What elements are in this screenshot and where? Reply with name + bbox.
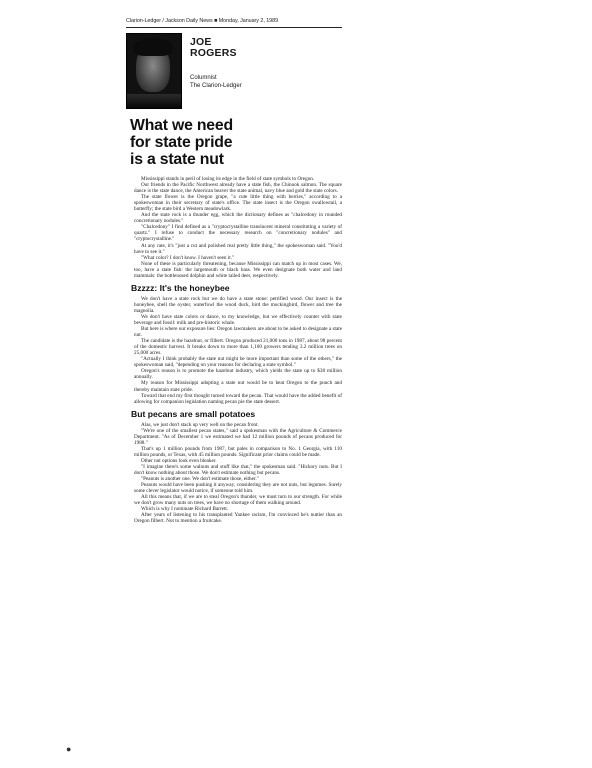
paragraph: After years of listening to his transplanted Yankee racism, I'm convinced he's nuttier than an Oregon filbert. Not to mention a fruitcake. — [134, 512, 342, 525]
headline-line-3: is a state nut — [130, 151, 224, 168]
paragraph: "Chalcedony" I find defined as a "cryptocrystalline translucent mineral constituting a variety of quartz." I refuse to conduct the necessary research on "concretionary nodules" and "cryptocrystalline." — [134, 224, 342, 243]
paragraph: My reason for Mississippi adopting a state nut would be to beat Oregon to the punch and thereby maintain state pride. — [134, 380, 342, 393]
masthead: Clarion-Ledger / Jackson Daily News ■ Monday, January 2, 1989 — [126, 18, 279, 24]
paragraph: Other nut options look even bleaker. — [141, 457, 217, 464]
paragraph: We don't have state colors or dance, to my knowledge, but we effectively counter with state beverage and fossil: milk and pre-historic whale. — [134, 313, 342, 326]
subhead-honeybee: Bzzzz: It's the honeybee — [131, 282, 230, 293]
subhead-pecans: But pecans are small potatoes — [131, 408, 256, 419]
paragraph: The state flower is the Oregon grape, "a cute little thing with berries," according to a spokeswoman in their secretary of state's office. The state insect is the Oregon swallowtail, a butterfly; the state bird a Western meadowlark. — [134, 194, 342, 213]
masthead-rule — [126, 27, 342, 28]
paragraph: At any rate, it's "just a cut and polished real pretty little thing," the spokeswoman said. "You'd have to see it." — [134, 242, 342, 255]
author-first-name: JOE — [190, 36, 212, 48]
paragraph: The candidate is the hazelnut, or filbert. Oregon produced 21,000 tons in 1987, about 98 percent of the domestic harvest. It breaks down to more than 1,100 growers tending 3.2 million trees on 25,000 acres. — [134, 338, 342, 357]
author-role: Columnist — [190, 75, 217, 81]
columnist-collar — [127, 94, 181, 108]
paragraph: All this means that, if we are to steal Oregon's thunder, we must turn to our strength. For while we don't grow many nuts on trees, we have no shortage of them walking around. — [134, 494, 342, 507]
paragraph: Mississippi stands in peril of losing its edge in the field of state symbols to Oregon. — [141, 176, 315, 182]
paragraph: Which is why I nominate Richard Barrett. — [141, 506, 229, 513]
paragraph: "Actually I think probably the state nut might be more important than some of the others," the spokeswoman said, "depending on your reasons for declaring a state symbol." — [134, 356, 342, 369]
paragraph: But here is where our exposure lies: Oregon lawmakers are about to be asked to designate a state nut. — [134, 326, 342, 339]
columnist-hair — [133, 38, 173, 56]
paragraph: And the state rock is a thunder egg, which the dictionary defines as "chalcedony in rounded concretionary nodules." — [134, 212, 342, 225]
article-body-honeybee — [126, 296, 342, 405]
byline-box — [126, 33, 342, 107]
paragraph: Our friends in the Pacific Northwest already have a state fish, the Chinook salmon. The square dance is the state dance, the American beaver the state animal, navy blue and gold the state colors. — [134, 182, 342, 195]
author-last-name: ROGERS — [190, 46, 237, 59]
columnist-photo — [126, 33, 182, 109]
paragraph: Oregon's reason is to promote the hazelnut industry, which yields the state up to $38 million annually. — [134, 368, 342, 381]
paragraph: We don't have a state rock but we do have a state stone: petrified wood. Our insect is the honeybee, shell the oyster, waterfowl the wood duck, bird the mockingbird, flower and tree the magnolia. — [134, 295, 342, 314]
newspaper-clipping — [126, 18, 342, 524]
paragraph: "What color? I don't know. I haven't seen it." — [141, 254, 235, 261]
paragraph: "We're one of the smallest pecan states," said a spokesman with the Agriculture & Commerce Department. "As of December 1 we estimated we had 12 million pounds of pecans produced for 1988." — [134, 427, 342, 446]
headline — [130, 117, 342, 168]
article-body-pecans — [126, 422, 342, 525]
article-body-intro — [126, 176, 342, 279]
paragraph: That's up 1 million pounds from 1987, but pales in comparison to No. 1 Georgia, with 110 million pounds, or Texas, with 45 million pounds. Significant prior claims could be made. — [134, 445, 342, 458]
headline-line-1: What we need — [130, 117, 233, 134]
paragraph: Alas, we just don't stack up very well on the pecan front. — [141, 421, 259, 428]
paragraph: Toward that end my first thought turned toward the pecan. That would have the added benefit of allowing for companion legislation naming pecan pie the state dessert. — [134, 392, 342, 405]
byline-text — [190, 33, 242, 107]
author-paper: The Clarion-Ledger — [190, 83, 242, 89]
paragraph: "I imagine there's some walnuts and stuff like that," the spokesman said. "Hickory nuts. But I don't know nothing about those. We don't estimate nothing but pecans. — [134, 463, 342, 477]
paragraph: None of these is particularly threatening, because Mississippi can match up in most cases. We, too, have a state fish: the largemouth or black bass. We even designate both water and land mammals: the bottlenosed dolphin and white tailed deer, respectively. — [134, 260, 342, 279]
scan-speck: ● — [66, 744, 72, 754]
headline-line-2: for state pride — [130, 134, 233, 151]
paragraph: "Peanuts is another one. We don't estimate those, either." — [141, 476, 259, 483]
paragraph: Peanuts would have been pushing it anyway, considering they are not nuts, but legumes. Surely some clever legislator would notice, if someone told him. — [134, 482, 342, 495]
